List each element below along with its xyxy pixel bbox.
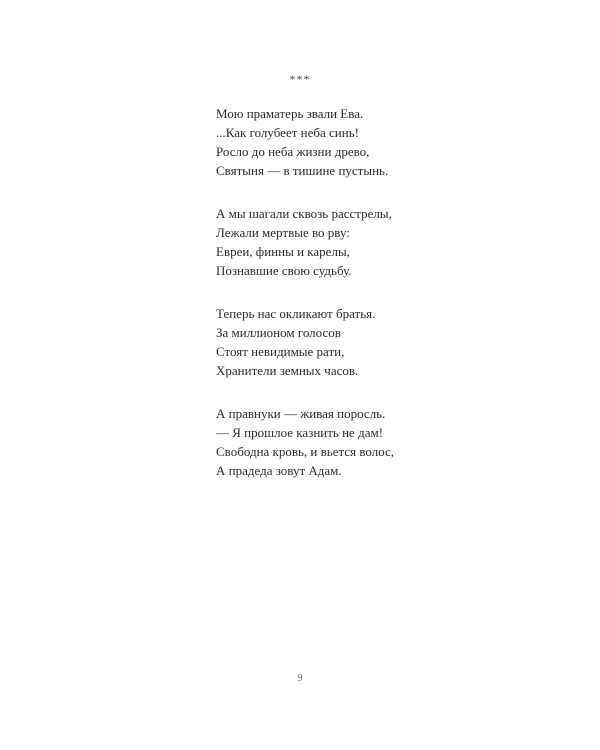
- poem-line: Хранители земных часов.: [216, 363, 359, 378]
- poem-line: А мы шагали сквозь расстрелы,: [216, 206, 392, 221]
- poem-line: Стоят невидимые рати,: [216, 344, 345, 359]
- poem-line: Мою праматерь звали Ева.: [216, 106, 364, 121]
- poem-line: — Я прошлое казнить не дам!: [216, 425, 384, 440]
- poem-line: Познавшие свою судьбу.: [216, 263, 352, 278]
- poem-line: Росло до неба жизни древо,: [216, 144, 370, 159]
- poem-line: ...Как голубеет неба синь!: [216, 125, 359, 140]
- poem: [216, 104, 516, 504]
- poem-line: Святыня — в тишине пустынь.: [216, 163, 389, 178]
- poem-line: Свободна кровь, и вьется волос,: [216, 444, 395, 459]
- stanza-separator: ***: [289, 72, 311, 86]
- poem-line: А правнуки — живая поросль.: [216, 406, 386, 421]
- stanza-3: [216, 304, 516, 380]
- stanza-1: [216, 104, 516, 180]
- poem-line: Теперь нас окликают братья.: [216, 306, 376, 321]
- poem-line: Лежали мертвые во рву:: [216, 225, 350, 240]
- page-number: 9: [297, 673, 303, 684]
- poem-line: А прадеда зовут Адам.: [216, 463, 342, 478]
- stanza-2: [216, 204, 516, 280]
- stanza-4: [216, 404, 516, 480]
- poem-line: Евреи, финны и карелы,: [216, 244, 350, 259]
- poem-line: За миллионом голосов: [216, 325, 341, 340]
